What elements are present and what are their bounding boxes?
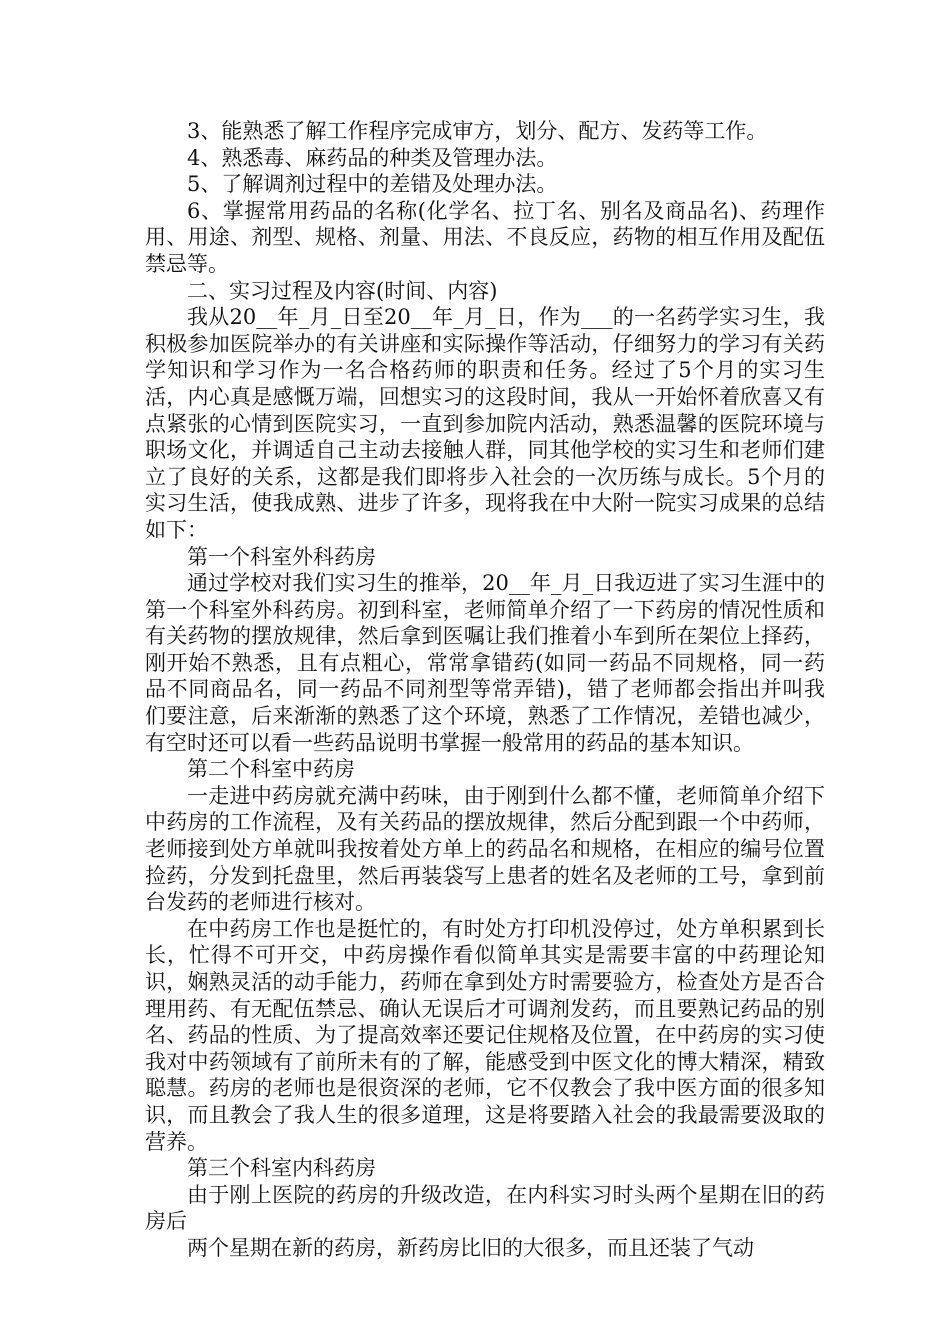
paragraph-internal-pharmacy-1: 由于刚上医院的药房的升级改造，在内科实习时头两个星期在旧的药房后 bbox=[145, 1182, 825, 1234]
section-heading-surgery-pharmacy: 第一个科室外科药房 bbox=[187, 544, 376, 569]
document-body bbox=[145, 118, 825, 1262]
paragraph-tcm-pharmacy-1: 一走进中药房就充满中药味，由于刚到什么都不懂，老师简单介绍下中药房的工作流程，及有关药品的摆放规律，然后分配到跟一个中药师，老师接到处方单就叫我按着处方单上的药品名和规格，在相应的编号位置捡药，分发到托盘里，然后再装袋写上患者的姓名及老师的工号，拿到前台发药的老师进行核对。 bbox=[145, 783, 825, 915]
paragraph-tcm-pharmacy-2: 在中药房工作也是挺忙的，有时处方打印机没停过，处方单积累到长长，忙得不可开交，中药房操作看似简单其实是需要丰富的中药理论知识，娴熟灵活的动手能力，药师在拿到处方时需要验方，检查处方是否合理用药、有无配伍禁忌、确认无误后才可调剂发药，而且要熟记药品的别名、药品的性质、为了提高效率还要记住规格及位置，在中药房的实习使我对中药领域有了前所未有的了解，能感受到中医文化的博大精深，精致聪慧。药房的老师也是很资深的老师，它不仅教会了我中医方面的很多知识，而且教会了我人生的很多道理，这是将要踏入社会的我最需要汲取的营养。 bbox=[145, 916, 825, 1154]
section-heading-tcm-pharmacy: 第二个科室中药房 bbox=[187, 757, 355, 782]
list-item-5: 5、了解调剂过程中的差错及处理办法。 bbox=[187, 172, 558, 197]
list-item-6: 6、掌握常用药品的名称(化学名、拉丁名、别名及商品名)、药理作用、用途、剂型、规格、剂量、用法、不良反应，药物的相互作用及配伍禁忌等。 bbox=[145, 198, 825, 276]
section-heading-internal-pharmacy: 第三个科室内科药房 bbox=[187, 1156, 376, 1181]
section-heading-process: 二、实习过程及内容(时间、内容) bbox=[187, 278, 498, 303]
paragraph-internal-pharmacy-2: 两个星期在新的药房，新药房比旧的大很多，而且还装了气动 bbox=[187, 1235, 754, 1260]
paragraph-intro: 我从20__年_月_日至20__年_月_日，作为___的一名药学实习生，我积极参加医院举办的有关讲座和实际操作等活动，仔细努力的学习有关药学知识和学习作为一名合格药师的职责和任务。经过了5个月的实习生活，内心真是感慨万端，回想实习的这段时间，我从一开始怀着欣喜又有点紧张的心情到医院实习，一直到参加院内活动，熟悉温馨的医院环境与职场文化，并调适自己主动去接触人群，同其他学校的实习生和老师们建立了良好的关系，这都是我们即将步入社会的一次历练与成长。5个月的实习生活，使我成熟、进步了许多，现将我在中大附一院实习成果的总结如下： bbox=[145, 305, 825, 542]
list-item-3: 3、能熟悉了解工作程序完成审方，划分、配方、发药等工作。 bbox=[187, 119, 768, 143]
paragraph-surgery-pharmacy: 通过学校对我们实习生的推举，20__年_月_日我迈进了实习生涯中的第一个科室外科药房。初到科室，老师简单介绍了一下药房的情况性质和有关药物的摆放规律，然后拿到医嘱让我们推着小车到所在架位上择药，刚开始不熟悉，且有点粗心，常常拿错药(如同一药品不同规格，同一药品不同商品名，同一药品不同剂型等常弄错)，错了老师都会指出并叫我们要注意，后来渐渐的熟悉了这个环境，熟悉了工作情况，差错也减少，有空时还可以看一些药品说明书掌握一般常用的药品的基本知识。 bbox=[145, 571, 825, 755]
list-item-4: 4、熟悉毒、麻药品的种类及管理办法。 bbox=[187, 145, 558, 170]
